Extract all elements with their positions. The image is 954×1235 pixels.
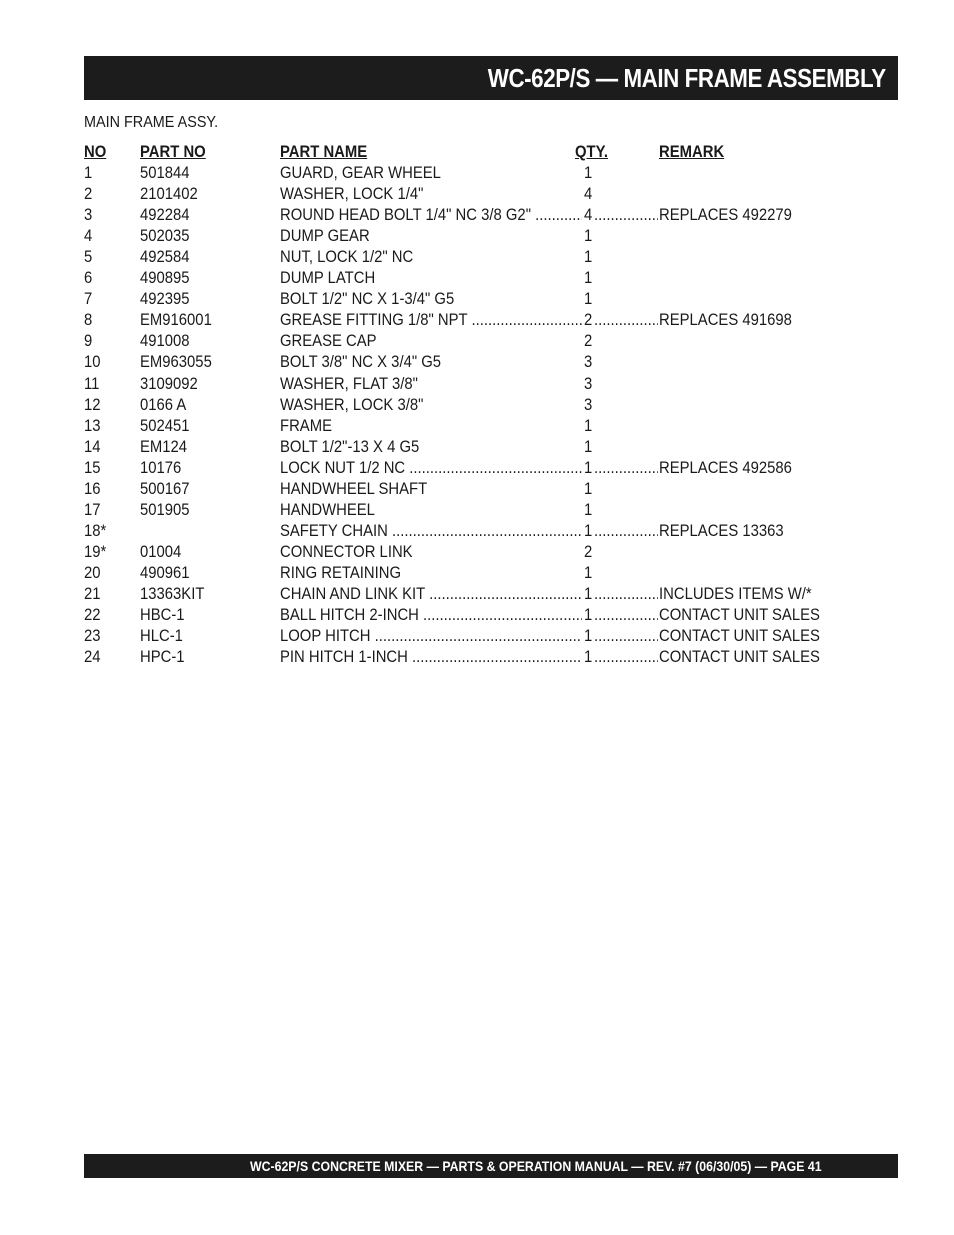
table-row <box>84 500 844 521</box>
part-remark: INCLUDES ITEMS W/* <box>659 584 812 603</box>
page-footer <box>84 1154 898 1178</box>
part-number: 492395 <box>140 290 190 309</box>
part-name: DUMP LATCH <box>280 269 376 288</box>
part-name: HANDWHEEL SHAFT <box>280 479 428 498</box>
part-number: EM916001 <box>140 311 212 330</box>
parts-list <box>84 142 844 668</box>
part-name: NUT, LOCK 1/2" NC <box>280 248 414 267</box>
part-name: BOLT 1/2"-13 X 4 G5 <box>280 437 420 456</box>
part-number: HBC-1 <box>140 606 185 625</box>
part-qty: 3 <box>584 395 593 414</box>
part-name: CHAIN AND LINK KIT ..... <box>280 584 582 605</box>
part-number: HPC-1 <box>140 648 185 667</box>
part-number-index: 6 <box>84 269 93 288</box>
part-number-index: 11 <box>84 374 100 393</box>
part-number: 492284 <box>140 206 190 225</box>
part-number-index: 12 <box>84 395 101 414</box>
part-number-index: 21 <box>84 584 101 603</box>
part-number-index: 1 <box>84 164 93 183</box>
part-number: 0166 A <box>140 395 187 414</box>
part-remark: REPLACES 13363 <box>659 521 784 540</box>
part-remark: CONTACT UNIT SALES <box>659 606 820 625</box>
column-header-part-no: PART NO <box>140 143 206 161</box>
part-number-index: 17 <box>84 500 101 519</box>
part-name: WASHER, LOCK 3/8" <box>280 395 424 414</box>
part-number-index: 10 <box>84 353 101 372</box>
part-qty: 3 <box>584 353 593 372</box>
part-number: EM124 <box>140 437 188 456</box>
table-row <box>84 163 844 184</box>
table-row <box>84 247 844 268</box>
section-label: MAIN FRAME ASSY. <box>84 114 219 131</box>
part-remark: REPLACES 491698 <box>659 311 792 330</box>
leader-dots <box>594 521 658 542</box>
part-number: 13363KIT <box>140 584 205 603</box>
table-row <box>84 331 844 352</box>
part-number: 501905 <box>140 500 190 519</box>
table-row <box>84 521 844 542</box>
leader-dots <box>594 458 658 479</box>
part-qty: 1 <box>584 627 593 646</box>
table-row <box>84 479 844 500</box>
page-title-bar <box>84 56 898 100</box>
part-number-index: 4 <box>84 227 93 246</box>
part-number-index: 3 <box>84 206 93 225</box>
part-qty: 1 <box>584 606 593 625</box>
part-qty: 1 <box>584 563 593 582</box>
column-header-no: NO <box>84 143 107 161</box>
part-number-index: 14 <box>84 437 101 456</box>
part-qty: 1 <box>584 164 593 183</box>
part-name: DUMP GEAR <box>280 227 370 246</box>
table-row <box>84 205 844 226</box>
part-name: BOLT 1/2" NC X 1-3/4" G5 <box>280 290 455 309</box>
table-row <box>84 563 844 584</box>
part-name: LOOP HITCH ..... <box>280 626 582 647</box>
part-qty: 3 <box>584 374 593 393</box>
part-name: LOCK NUT 1/2 NC ..... <box>280 458 582 479</box>
part-number-index: 22 <box>84 606 101 625</box>
part-qty: 4 <box>584 206 593 225</box>
part-number: 490961 <box>140 563 190 582</box>
part-name: PIN HITCH 1-INCH ..... <box>280 647 582 668</box>
part-number-index: 7 <box>84 290 93 309</box>
part-number: EM963055 <box>140 353 212 372</box>
part-number-index: 18* <box>84 521 107 540</box>
part-qty: 1 <box>584 227 593 246</box>
table-row <box>84 626 844 647</box>
part-number-index: 13 <box>84 416 101 435</box>
part-qty: 1 <box>584 437 593 456</box>
part-number-index: 15 <box>84 458 101 477</box>
column-header-remark: REMARK <box>659 143 725 161</box>
part-qty: 1 <box>584 500 593 519</box>
part-name: SAFETY CHAIN ..... <box>280 521 582 542</box>
table-row <box>84 226 844 247</box>
part-qty: 1 <box>584 269 593 288</box>
part-remark: CONTACT UNIT SALES <box>659 627 820 646</box>
table-row <box>84 310 844 331</box>
part-qty: 1 <box>584 648 593 667</box>
part-number: 492584 <box>140 248 190 267</box>
part-number: HLC-1 <box>140 627 183 646</box>
part-number-index: 23 <box>84 627 101 646</box>
part-number-index: 16 <box>84 479 101 498</box>
part-number-index: 20 <box>84 563 101 582</box>
part-number-index: 24 <box>84 648 101 667</box>
part-number-index: 19* <box>84 542 107 561</box>
table-row <box>84 184 844 205</box>
leader-dots <box>594 605 658 626</box>
part-number: 490895 <box>140 269 190 288</box>
part-qty: 1 <box>584 458 593 477</box>
part-number: 3109092 <box>140 374 198 393</box>
leader-dots <box>594 626 658 647</box>
column-header-qty: QTY. <box>575 143 609 161</box>
part-qty: 1 <box>584 416 593 435</box>
part-number-index: 8 <box>84 311 93 330</box>
parts-list-header <box>84 142 844 163</box>
part-number: 502451 <box>140 416 190 435</box>
part-name: WASHER, FLAT 3/8" <box>280 374 418 393</box>
table-row <box>84 374 844 395</box>
column-header-part-name: PART NAME <box>280 143 368 161</box>
part-name: FRAME <box>280 416 332 435</box>
part-number: 01004 <box>140 542 182 561</box>
part-name: GREASE CAP <box>280 332 377 351</box>
part-number: 10176 <box>140 458 182 477</box>
leader-dots <box>594 584 658 605</box>
part-name: CONNECTOR LINK <box>280 542 413 561</box>
footer-text: WC-62P/S CONCRETE MIXER — PARTS & OPERATION MANUAL — REV. #7 (06/30/05) — PAGE 41 <box>250 1158 822 1174</box>
part-qty: 2 <box>584 542 593 561</box>
part-qty: 2 <box>584 311 593 330</box>
part-number-index: 5 <box>84 248 93 267</box>
table-row <box>84 416 844 437</box>
part-name: GREASE FITTING 1/8" NPT ..... <box>280 310 582 331</box>
page-title: WC-62P/S — MAIN FRAME ASSEMBLY <box>488 62 886 93</box>
table-row <box>84 542 844 563</box>
leader-dots <box>594 310 658 331</box>
leader-dots <box>594 647 658 668</box>
part-qty: 1 <box>584 248 593 267</box>
table-row <box>84 395 844 416</box>
part-qty: 4 <box>584 185 593 204</box>
table-row <box>84 268 844 289</box>
part-name: ROUND HEAD BOLT 1/4" NC 3/8 G2" ..... <box>280 205 582 226</box>
part-name: BOLT 3/8" NC X 3/4" G5 <box>280 353 442 372</box>
part-remark: REPLACES 492586 <box>659 458 792 477</box>
part-qty: 1 <box>584 521 593 540</box>
table-row <box>84 605 844 626</box>
part-name: GUARD, GEAR WHEEL <box>280 164 441 183</box>
part-remark: REPLACES 492279 <box>659 206 792 225</box>
part-qty: 1 <box>584 584 593 603</box>
table-row <box>84 437 844 458</box>
part-name: BALL HITCH 2-INCH ..... <box>280 605 582 626</box>
part-name: WASHER, LOCK 1/4" <box>280 185 424 204</box>
table-row <box>84 584 844 605</box>
part-number: 500167 <box>140 479 190 498</box>
part-name: HANDWHEEL <box>280 500 375 519</box>
part-number: 2101402 <box>140 185 198 204</box>
table-row <box>84 647 844 668</box>
part-qty: 1 <box>584 290 593 309</box>
table-row <box>84 289 844 310</box>
table-row <box>84 352 844 373</box>
table-row <box>84 458 844 479</box>
part-remark: CONTACT UNIT SALES <box>659 648 820 667</box>
part-name: RING RETAINING <box>280 563 402 582</box>
part-number: 502035 <box>140 227 190 246</box>
part-number-index: 2 <box>84 185 93 204</box>
part-qty: 2 <box>584 332 593 351</box>
part-number: 501844 <box>140 164 190 183</box>
leader-dots <box>594 205 658 226</box>
part-number: 491008 <box>140 332 190 351</box>
part-qty: 1 <box>584 479 593 498</box>
part-number-index: 9 <box>84 332 93 351</box>
